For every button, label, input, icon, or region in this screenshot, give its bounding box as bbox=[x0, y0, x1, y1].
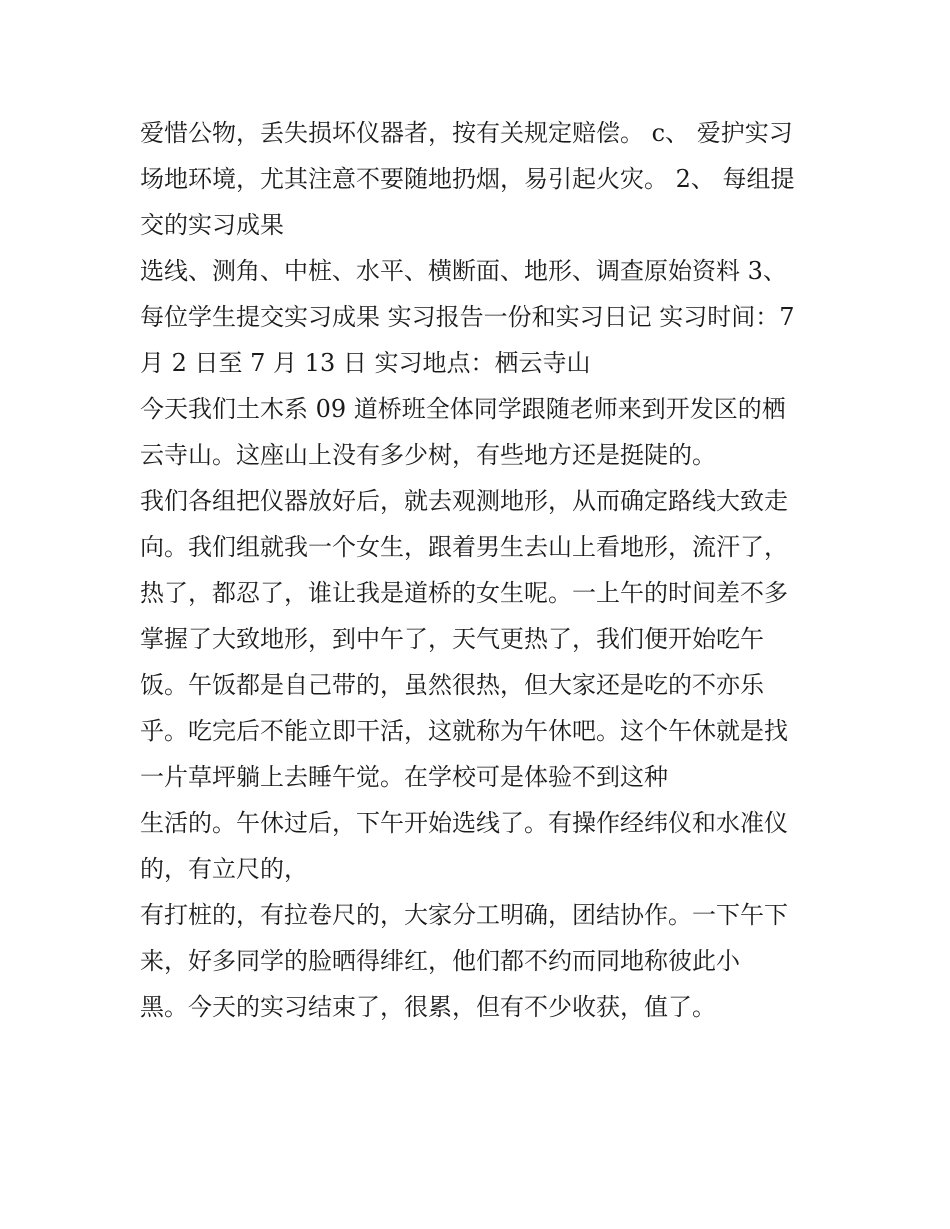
body-text bbox=[140, 110, 820, 1030]
text-line: 月 2 日至 7 月 13 日 实习地点：栖云寺山 bbox=[140, 349, 591, 377]
text-line: 今天我们土木系 09 道桥班全体同学跟随老师来到开发区的栖 bbox=[140, 395, 786, 423]
text-line: 热了，都忍了，谁让我是道桥的女生呢。一上午的时间差不多 bbox=[140, 579, 788, 607]
text-line: 选线、测角、中桩、水平、横断面、地形、调查原始资料 3、 bbox=[140, 257, 787, 285]
text-line: 向。我们组就我一个女生，跟着男生去山上看地形，流汗了， bbox=[140, 533, 788, 561]
text-line: 有打桩的，有拉卷尺的，大家分工明确，团结协作。一下午下 bbox=[140, 901, 788, 929]
text-line: 饭。午饭都是自己带的，虽然很热，但大家还是吃的不亦乐 bbox=[140, 671, 764, 699]
text-line: 我们各组把仪器放好后，就去观测地形，从而确定路线大致走 bbox=[140, 487, 788, 515]
text-line: 一片草坪躺上去睡午觉。在学校可是体验不到这种 bbox=[140, 763, 668, 791]
text-line: 生活的。午休过后，下午开始选线了。有操作经纬仪和水准仪 bbox=[140, 809, 788, 837]
text-line: 乎。吃完后不能立即干活，这就称为午休吧。这个午休就是找 bbox=[140, 717, 788, 745]
text-line: 来，好多同学的脸晒得绯红，他们都不约而同地称彼此小 bbox=[140, 947, 740, 975]
text-line: 交的实习成果 bbox=[140, 211, 284, 239]
text-line: 每位学生提交实习成果 实习报告一份和实习日记 实习时间：7 bbox=[140, 303, 795, 331]
text-line: 场地环境，尤其注意不要随地扔烟，易引起火灾。 2、 每组提 bbox=[140, 165, 795, 193]
text-line: 云寺山。这座山上没有多少树，有些地方还是挺陡的。 bbox=[140, 441, 716, 469]
text-line: 爱惜公物，丢失损坏仪器者，按有关规定赔偿。 c、 爱护实习 bbox=[140, 119, 793, 147]
text-line: 掌握了大致地形，到中午了，天气更热了，我们便开始吃午 bbox=[140, 625, 764, 653]
text-line: 的，有立尺的， bbox=[140, 855, 308, 883]
text-line: 黑。今天的实习结束了，很累，但有不少收获，值了。 bbox=[140, 993, 716, 1021]
